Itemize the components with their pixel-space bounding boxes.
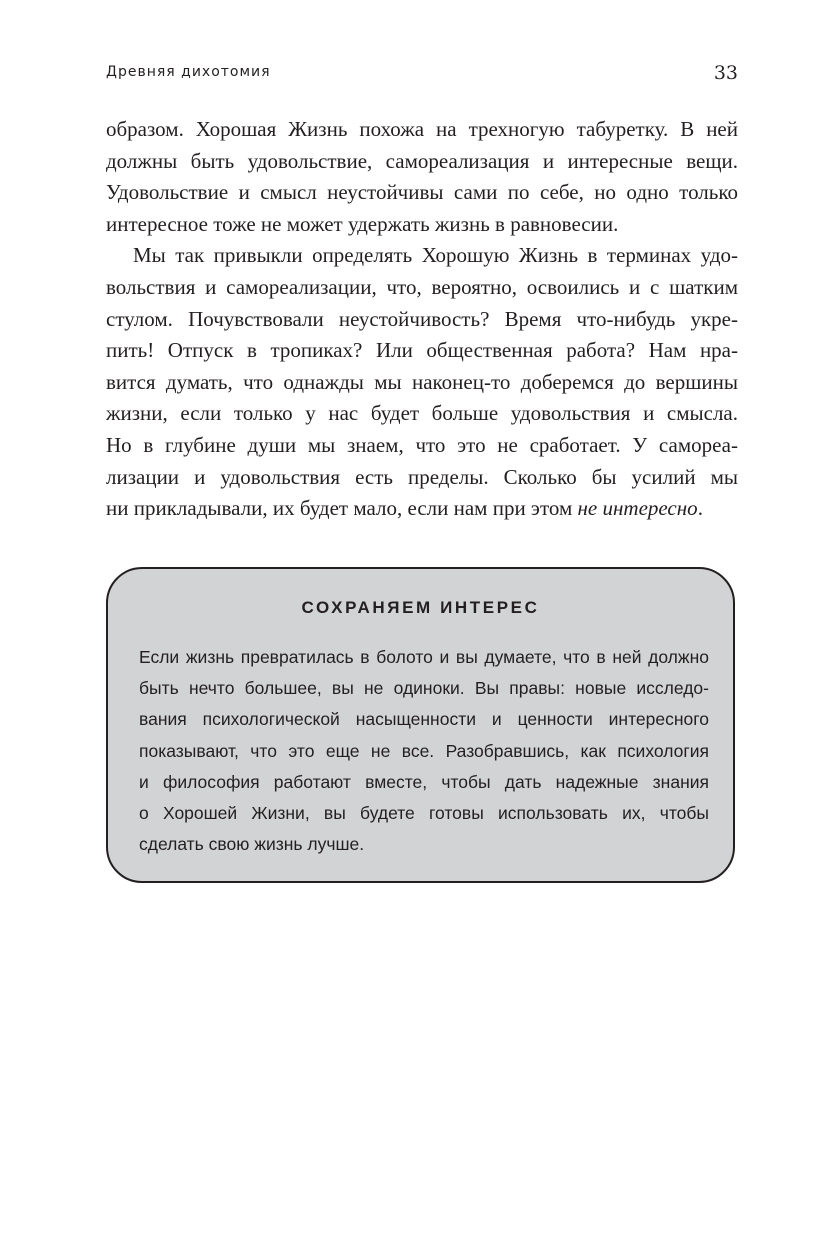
text-line: Но в глубине души мы знаем, что это не сработает. У самореа- bbox=[106, 432, 738, 457]
text-line: Удовольствие и смысл неустойчивы сами по себе, но одно только bbox=[106, 180, 738, 205]
sidebar-box bbox=[106, 567, 735, 883]
sidebar-line: вания психологической насыщенности и ценности интересного bbox=[139, 709, 709, 730]
text-segment: ни прикладывали, их будет мало, если нам при этом bbox=[106, 496, 578, 521]
text-line: вится думать, что однажды мы наконец-то доберемся до вершины bbox=[106, 369, 738, 394]
sidebar-line: показывают, что это еще не все. Разобравшись, как психология bbox=[139, 740, 709, 761]
sidebar-line: быть нечто большее, вы не одиноки. Вы правы: новые исследо- bbox=[139, 678, 709, 699]
text-line: Мы так привыкли определять Хорошую Жизнь в терминах удо- bbox=[133, 243, 738, 268]
text-line: интересное тоже не может удержать жизнь в равновесии. bbox=[106, 211, 619, 236]
page-number: 33 bbox=[713, 62, 738, 84]
sidebar-line: и философия работают вместе, чтобы дать надежные знания bbox=[139, 771, 709, 792]
sidebar-line: о Хорошей Жизни, вы будете готовы использовать их, чтобы bbox=[139, 803, 709, 824]
emphasis-text: не интересно bbox=[577, 496, 698, 521]
running-head: Древняя дихотомия bbox=[106, 64, 271, 80]
sidebar-title: СОХРАНЯЕМ ИНТЕРЕС bbox=[301, 598, 540, 617]
text-segment: . bbox=[697, 496, 703, 521]
text-line: лизации и удовольствия есть пределы. Сколько бы усилий мы bbox=[106, 464, 738, 489]
text-line: жизни, если только у нас будет больше удовольствия и смысла. bbox=[106, 401, 738, 426]
text-line: стулом. Почувствовали неустойчивость? Время что-нибудь укре- bbox=[106, 306, 738, 331]
text-line: должны быть удовольствие, самореализация и интересные вещи. bbox=[106, 148, 738, 173]
text-line: вольствия и самореализации, что, вероятно, освоились и с шатким bbox=[106, 274, 738, 299]
sidebar-line: сделать свою жизнь лучше. bbox=[139, 834, 365, 855]
main-text bbox=[106, 114, 738, 525]
text-line: пить! Отпуск в тропиках? Или общественная работа? Нам нра- bbox=[106, 338, 738, 363]
sidebar-text bbox=[139, 642, 709, 860]
text-line-final bbox=[106, 493, 738, 525]
sidebar-line: Если жизнь превратилась в болото и вы думаете, что в ней должно bbox=[139, 647, 709, 667]
text-line: образом. Хорошая Жизнь похожа на трехногую табуретку. В ней bbox=[106, 117, 738, 141]
